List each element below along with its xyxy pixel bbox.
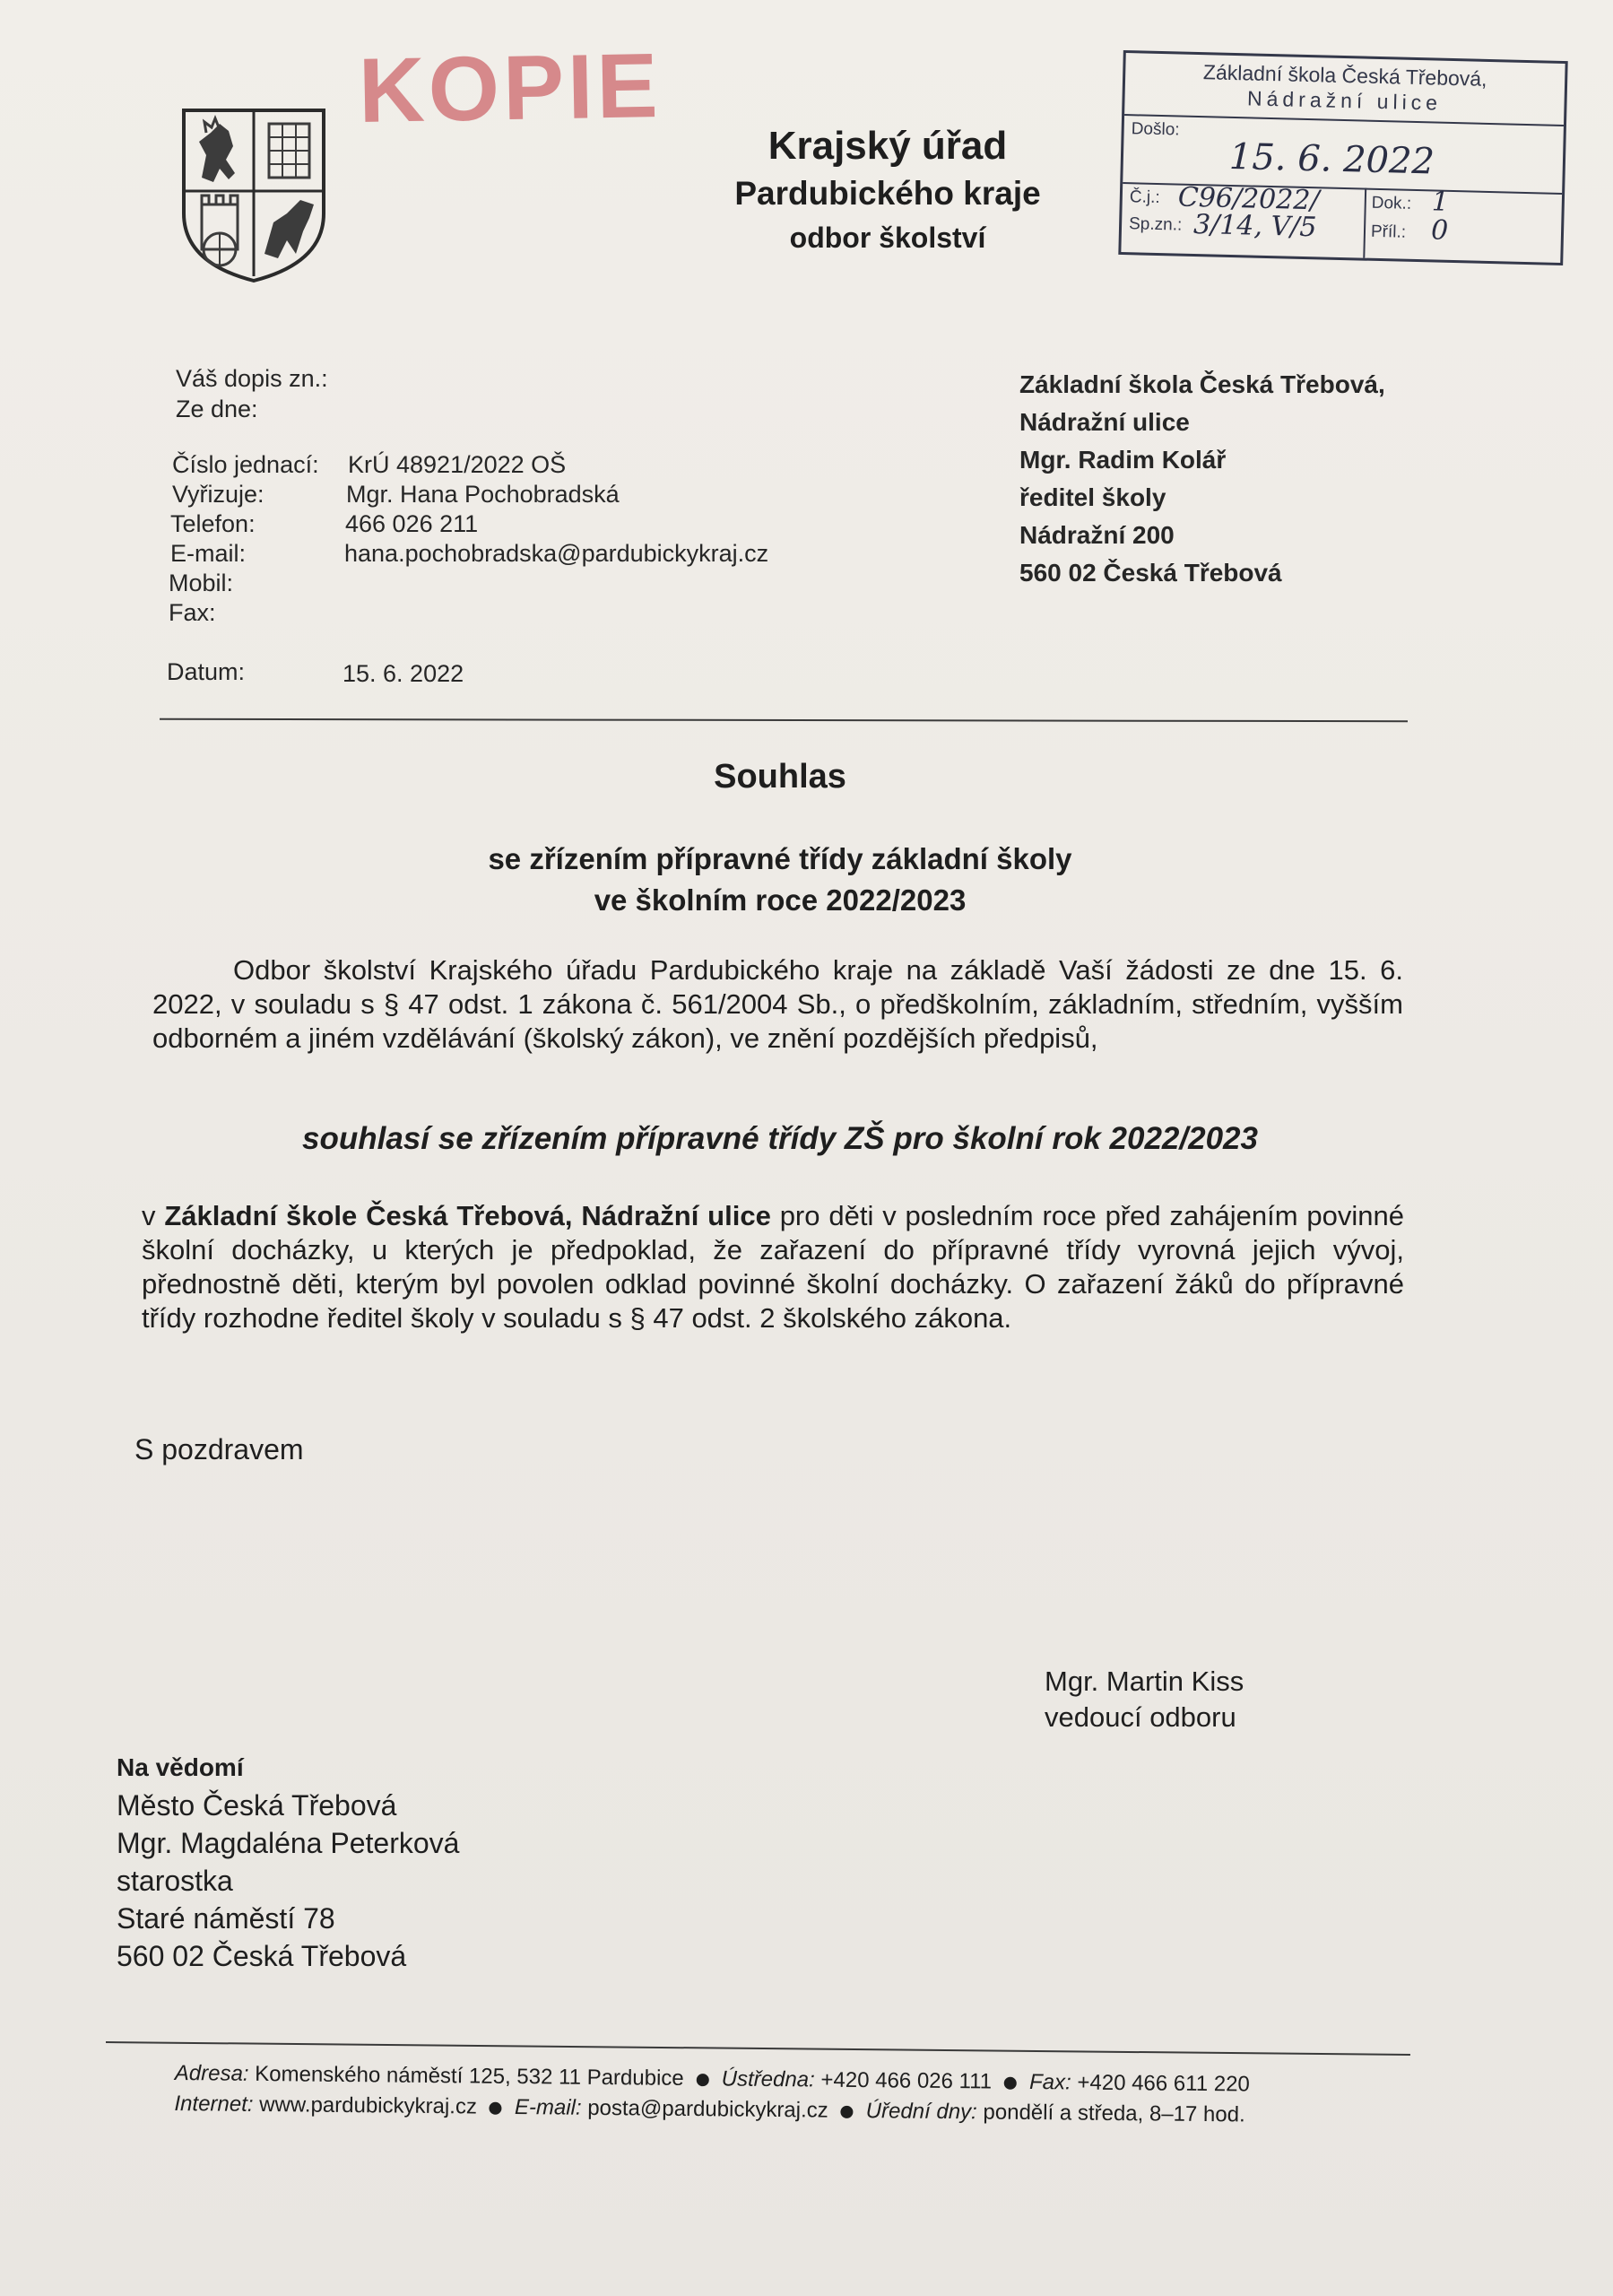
ref-vyrizuje-label: Vyřizuje: bbox=[172, 481, 264, 508]
footer-adresa-label: Adresa: bbox=[174, 2060, 249, 2086]
bullet-icon bbox=[841, 2105, 854, 2118]
footer-dny-value: pondělí a středa, 8–17 hod. bbox=[983, 2100, 1245, 2127]
header-divider bbox=[160, 718, 1408, 722]
stamp-spzn-value: 3/14, V/5 bbox=[1192, 208, 1317, 244]
footer-email-label: E-mail: bbox=[514, 2094, 582, 2120]
signatory-name: Mgr. Martin Kiss bbox=[1045, 1665, 1244, 1697]
copy-to-line: Staré náměstí 78 bbox=[117, 1902, 335, 1935]
document-title: Souhlas bbox=[714, 758, 846, 796]
ref-telefon-label: Telefon: bbox=[170, 510, 256, 537]
ref-datum-value: 15. 6. 2022 bbox=[343, 660, 464, 687]
reference-block bbox=[0, 0, 897, 718]
footer-internet-label: Internet: bbox=[174, 2091, 254, 2117]
copy-to-line: Město Česká Třebová bbox=[117, 1789, 397, 1822]
paragraph-details-rest: pro děti v posledním roce před zahájením povinné školní docházky, u kterých je předpoklad, že zařazení do přípravné třídy vyrovná jejich vývoj, přednostně děti, kterým byl povolen odklad povinné školní docházky. O zařazení žáků do přípravné třídy rozhodne ředitel školy v souladu s § 47 odst. 2 školského zákona. bbox=[142, 1200, 1404, 1334]
copy-to-line: 560 02 Česká Třebová bbox=[117, 1940, 407, 1972]
copy-to-block bbox=[117, 1749, 459, 1975]
signature-block bbox=[1045, 1664, 1244, 1735]
footer-dny-label: Úřední dny: bbox=[865, 2099, 977, 2125]
addressee-line: ředitel školy bbox=[1019, 483, 1166, 511]
addressee-line: Nádražní 200 bbox=[1019, 521, 1175, 549]
subtitle-line-2: ve školním roce 2022/2023 bbox=[594, 883, 967, 917]
stamp-pril-label: Příl.: bbox=[1370, 222, 1407, 242]
paragraph-details bbox=[142, 1199, 1404, 1335]
stamp-spzn-label: Sp.zn.: bbox=[1128, 214, 1183, 235]
stamp-pril-value: 0 bbox=[1430, 214, 1449, 247]
footer-internet-value: www.pardubickykraj.cz bbox=[259, 2092, 478, 2119]
addressee-line: Mgr. Radim Kolář bbox=[1019, 446, 1227, 474]
paragraph-details-school: Základní škole Česká Třebová, Nádražní ulice bbox=[164, 1200, 771, 1231]
addressee-line: Nádražní ulice bbox=[1019, 408, 1190, 436]
bullet-icon bbox=[490, 2101, 502, 2114]
ref-email-value: hana.pochobradska@pardubickykraj.cz bbox=[344, 540, 769, 567]
ref-mobil-label: Mobil: bbox=[169, 570, 234, 596]
stamp-doslo-value: 15. 6. 2022 bbox=[1228, 135, 1435, 183]
ref-fax-label: Fax: bbox=[169, 599, 216, 626]
footer-fax-label: Fax: bbox=[1028, 2069, 1071, 2095]
addressee-line: 560 02 Česká Třebová bbox=[1019, 559, 1282, 587]
ref-vas-dopis-label: Váš dopis zn.: bbox=[176, 365, 328, 392]
copy-to-line: Mgr. Magdaléna Peterková bbox=[117, 1827, 460, 1859]
copy-to-line: starostka bbox=[117, 1865, 233, 1897]
ref-telefon-value: 466 026 211 bbox=[345, 510, 479, 537]
stamp-dok-value: 1 bbox=[1431, 186, 1450, 218]
footer-fax-value: +420 466 611 220 bbox=[1077, 2070, 1250, 2097]
paragraph-intro: Odbor školství Krajského úřadu Pardubického kraje na základě Vaší žádosti ze dne 15. 6. 2022, v souladu s § 47 odst. 1 zákona č. 561/2004 Sb., o předškolním, základním, středním, vyšším odborném a jiném vzdělávání (školský zákon), ve znění pozdějších předpisů, bbox=[152, 954, 1403, 1054]
stamp-cj-value: C96/2022/ bbox=[1177, 181, 1320, 217]
bullet-icon bbox=[697, 2074, 709, 2086]
stamp-school-street: Nádražní ulice bbox=[1246, 86, 1443, 115]
ref-datum-label: Datum: bbox=[167, 658, 246, 685]
ref-cislo-jednaci-label: Číslo jednací: bbox=[172, 451, 319, 478]
decision-statement: souhlasí se zřízením přípravné třídy ZŠ pro školní rok 2022/2023 bbox=[302, 1121, 1258, 1156]
addressee-block bbox=[1019, 366, 1385, 592]
addressee-line: Základní škola Česká Třebová, bbox=[1019, 370, 1385, 398]
kopie-stamp: KOPIE bbox=[358, 34, 663, 142]
office-department: odbor školství bbox=[789, 222, 986, 254]
stamp-dok-label: Dok.: bbox=[1371, 193, 1412, 213]
document-subtitle bbox=[0, 839, 1560, 921]
ref-vyrizuje-value: Mgr. Hana Pochobradská bbox=[346, 481, 620, 508]
footer-ustredna-label: Ústředna: bbox=[721, 2066, 815, 2092]
paragraph-details-prefix: v bbox=[142, 1200, 165, 1231]
stamp-doslo-label: Došlo: bbox=[1131, 119, 1180, 140]
office-region: Pardubického kraje bbox=[734, 175, 1041, 212]
greeting: S pozdravem bbox=[134, 1433, 304, 1465]
footer-ustredna-value: +420 466 026 111 bbox=[820, 2067, 993, 2094]
ref-email-label: E-mail: bbox=[170, 540, 247, 567]
signatory-role: vedoucí odboru bbox=[1045, 1701, 1236, 1733]
stamp-school-name: Základní škola Česká Třebová, bbox=[1202, 60, 1487, 91]
bullet-icon bbox=[1004, 2076, 1017, 2089]
received-stamp bbox=[1118, 50, 1567, 265]
footer-email-value: posta@pardubickykraj.cz bbox=[587, 2095, 828, 2123]
ref-ze-dne-label: Ze dne: bbox=[176, 396, 258, 422]
footer bbox=[174, 2058, 1250, 2131]
stamp-cj-label: Č.j.: bbox=[1129, 187, 1160, 208]
subtitle-line-1: se zřízením přípravné třídy základní školy bbox=[488, 842, 1072, 875]
ref-cislo-jednaci-value: KrÚ 48921/2022 OŠ bbox=[348, 451, 567, 478]
footer-divider bbox=[106, 2041, 1410, 2056]
copy-to-heading: Na vědomí bbox=[117, 1753, 244, 1781]
footer-adresa-value: Komenského náměstí 125, 532 11 Pardubice bbox=[255, 2061, 684, 2091]
office-name: Krajský úřad bbox=[767, 124, 1008, 168]
